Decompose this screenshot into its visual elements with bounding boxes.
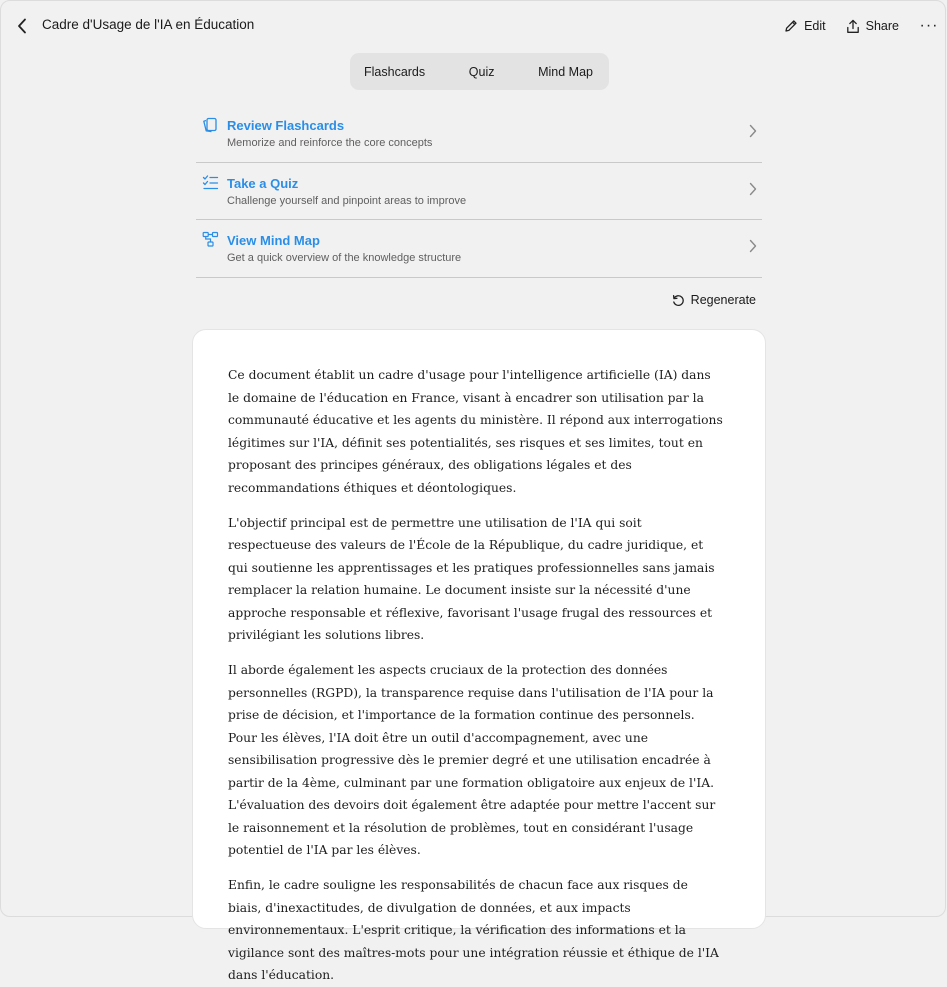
review-flashcards-subtitle: Memorize and reinforce the core concepts [227,137,433,149]
edit-label: Edit [804,19,826,33]
take-quiz-subtitle: Challenge yourself and pinpoint areas to improve [227,194,467,207]
chevron-left-icon [17,18,27,34]
summary-paragraph: Ce document établit un cadre d'usage pour l'intelligence artificielle (IA) dans le domaine de l'éducation en France, visant à encadrer son utilisation par la communauté éducative et les agents du ministère. Il répond aux interrogations légitimes sur l'IA, définit ses potentialités, ses risques et ses limites, tout en proposant des principes généraux, des obligations légales et des recommandations éthiques et déontologiques. [228,368,723,495]
review-flashcards-item[interactable] [196,105,762,163]
document-summary-card [192,329,766,982]
flashcards-icon [202,116,219,133]
chevron-right-icon [748,182,758,196]
study-actions-list [196,105,762,278]
more-options-button[interactable] [919,17,939,35]
edit-button[interactable] [784,19,826,33]
view-mind-map-item[interactable] [196,220,762,278]
tab-mind-map[interactable]: Mind Map [538,64,593,79]
refresh-icon [672,294,685,307]
pencil-icon [784,19,798,33]
more-dots-icon: ··· [919,17,939,34]
top-bar [1,1,947,51]
summary-paragraph: Il aborde également les aspects cruciaux de la protection des données personnelles (RGPD), la transparence requise dans l'utilisation de l'IA pour la prise de décision, et l'importance de la formation continue des personnels. Pour les élèves, l'IA doit être un outil d'accompagnement, avec une sensibilisation progressive dès le premier degré et une utilisation encadrée à partir de la 4ème, culminant par une formation obligatoire aux enjeux de l'IA. L'évaluation des devoirs doit également être adaptée pour mettre l'accent sur le raisonnement et la résolution de problèmes, tout en considérant l'usage potentiel de l'IA par les élèves. [228,663,716,857]
regenerate-label: Regenerate [690,293,756,307]
tab-flashcards[interactable]: Flashcards [364,64,426,79]
take-quiz-title: Take a Quiz [227,175,299,191]
back-button[interactable] [13,15,31,37]
review-flashcards-title: Review Flashcards [227,118,345,133]
take-quiz-item[interactable] [196,163,762,221]
share-button[interactable] [846,19,899,34]
view-mind-map-subtitle: Get a quick overview of the knowledge structure [227,252,462,264]
quiz-list-icon [202,174,219,191]
page-title: Cadre d'Usage de l'IA en Éducation [42,17,255,32]
chevron-right-icon [748,239,758,253]
chevron-right-icon [748,124,758,138]
mode-tabs [350,53,609,90]
header-actions [784,13,939,39]
share-icon [846,19,860,34]
summary-paragraph: L'objectif principal est de permettre une utilisation de l'IA qui soit respectueuse des valeurs de l'École de la République, du cadre juridique, et qui soutienne les apprentissages et les pratiques professionnelles sans jamais remplacer la relation humaine. Le document insiste sur la nécessité d'une approche responsable et réflexive, favorisant l'usage frugal des ressources et privilégiant les solutions libres. [228,515,715,642]
mind-map-icon [202,231,219,248]
tab-quiz[interactable]: Quiz [468,64,495,79]
regenerate-button[interactable] [672,293,756,307]
share-label: Share [865,19,899,33]
view-mind-map-title: View Mind Map [227,233,320,248]
summary-paragraph: Enfin, le cadre souligne les responsabilités de chacun face aux risques de biais, d'inexactitudes, de divulgation de données, et aux impacts environnementaux. L'esprit critique, la vérification des informations et la vigilance sont des maîtres-mots pour une intégration réussie et éthique de l'IA dans l'éducation. [228,878,719,982]
